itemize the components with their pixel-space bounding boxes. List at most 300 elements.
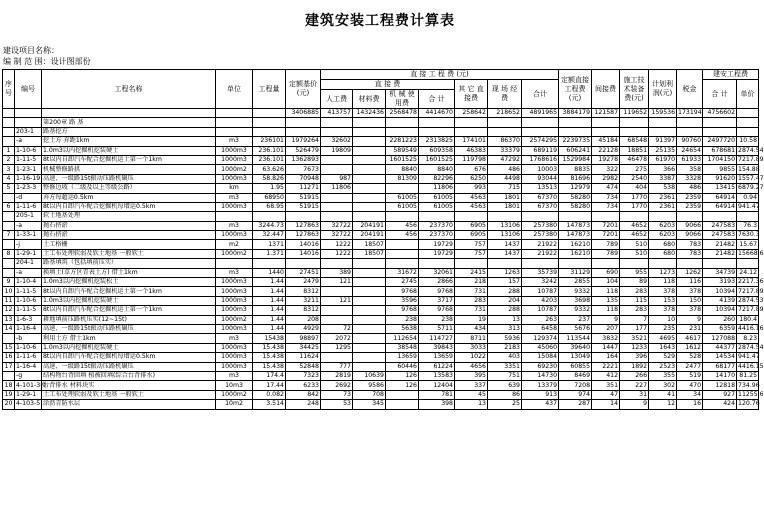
table-cell: 2281223 bbox=[386, 137, 419, 146]
table-cell bbox=[649, 118, 677, 127]
table-cell: 204191 bbox=[353, 221, 386, 230]
table-cell: 抛石挤淤 bbox=[42, 221, 216, 230]
table-cell: 8t以内自卸汽车配合挖掘机每增运0.5km bbox=[42, 353, 216, 362]
table-cell bbox=[703, 127, 737, 136]
table-cell: 389 bbox=[321, 268, 353, 277]
table-cell: 366 bbox=[649, 165, 677, 174]
table-cell bbox=[592, 127, 620, 136]
table-cell bbox=[3, 240, 15, 249]
table-cell: 456 bbox=[386, 231, 419, 240]
header-direct-cost: 直 接 费 bbox=[321, 80, 455, 90]
table-cell bbox=[649, 127, 677, 136]
table-cell: 218 bbox=[455, 278, 488, 287]
table-cell: 47 bbox=[592, 390, 620, 399]
table-cell: 11 bbox=[3, 296, 15, 305]
table-cell: 589549 bbox=[386, 146, 419, 155]
header-total: 合计 bbox=[522, 80, 559, 109]
table-cell: 挖土方 弃距1km bbox=[42, 137, 216, 146]
header-quota-base: 定额基价(元) bbox=[286, 70, 321, 109]
table-cell bbox=[42, 109, 216, 118]
table-cell: 15668.6 bbox=[738, 250, 764, 258]
table-cell: 11806 bbox=[419, 184, 455, 193]
table-cell: 842 bbox=[286, 390, 321, 399]
table-cell: 606241 bbox=[559, 146, 592, 155]
table-cell: 680 bbox=[649, 240, 677, 249]
table-cell: 4756602 bbox=[703, 109, 737, 118]
table-cell: 路基挖方 bbox=[42, 127, 216, 136]
table-cell: 10m2 bbox=[216, 400, 253, 409]
table-cell: 1447 bbox=[592, 343, 620, 352]
table-row bbox=[3, 240, 759, 249]
table-cell: 238 bbox=[419, 315, 455, 324]
table-cell: 519 bbox=[677, 371, 703, 380]
table-cell: 1000m2 bbox=[216, 249, 253, 258]
table-cell: 15084 bbox=[522, 353, 559, 362]
table-cell bbox=[353, 193, 386, 202]
table-cell: 86370 bbox=[488, 137, 522, 146]
table-cell: 39843 bbox=[419, 343, 455, 352]
table-cell: 147873 bbox=[559, 231, 592, 240]
table-cell: 19 bbox=[455, 315, 488, 324]
table-cell: 157 bbox=[488, 278, 522, 287]
table-cell: 126 bbox=[386, 371, 419, 380]
table-row bbox=[3, 174, 759, 183]
table-cell: 689119 bbox=[522, 146, 559, 155]
table-cell: 378 bbox=[649, 306, 677, 315]
table-cell: 538 bbox=[649, 184, 677, 193]
table-cell: 11255.6 bbox=[738, 390, 764, 398]
table-cell: 14016 bbox=[286, 249, 321, 258]
table-cell: 164 bbox=[592, 353, 620, 362]
table-cell: 1 bbox=[3, 146, 15, 155]
header-tech-equip: 施工技术装备费(元) bbox=[620, 70, 649, 109]
table-cell: 8469 bbox=[559, 371, 592, 380]
table-cell: 3717 bbox=[419, 296, 455, 305]
table-cell: 7 bbox=[3, 231, 15, 240]
table-row bbox=[3, 315, 759, 324]
table-cell: 45184 bbox=[592, 137, 620, 146]
table-cell: 3387 bbox=[649, 174, 677, 183]
table-cell bbox=[3, 212, 15, 221]
table-cell: 9 bbox=[677, 315, 703, 324]
header-unit: 单位 bbox=[216, 70, 253, 109]
table-cell bbox=[353, 353, 386, 362]
table-cell: 927 bbox=[703, 390, 737, 399]
table-cell: 2477 bbox=[677, 362, 703, 371]
table-cell bbox=[386, 240, 419, 249]
table-cell bbox=[216, 259, 253, 268]
table-cell bbox=[353, 118, 386, 127]
table-cell: 44377 bbox=[703, 343, 737, 352]
table-cell: 337 bbox=[455, 381, 488, 390]
table-cell: 8840 bbox=[419, 165, 455, 174]
table-cell: 4139 bbox=[703, 296, 737, 305]
table-cell: 41 bbox=[649, 390, 677, 399]
table-cell: 987 bbox=[321, 174, 353, 183]
table-cell: 35739 bbox=[522, 268, 559, 277]
table-cell: 67370 bbox=[522, 193, 559, 202]
table-cell: 27451 bbox=[286, 268, 321, 277]
table-cell: 355 bbox=[649, 371, 677, 380]
table-cell: -a bbox=[15, 137, 42, 146]
table-cell: 127863 bbox=[286, 221, 321, 230]
table-cell: 1-16-19 bbox=[16, 174, 41, 182]
table-cell: 236101 bbox=[253, 137, 286, 146]
table-cell: 2866 bbox=[419, 278, 455, 287]
table-cell: 32.447 bbox=[253, 231, 286, 240]
table-cell: 9768 bbox=[419, 306, 455, 315]
table-cell: 19729 bbox=[419, 249, 455, 258]
table-cell: 2568478 bbox=[386, 109, 419, 118]
table-row bbox=[3, 212, 759, 221]
header-planned-profit: 计划利润(元) bbox=[649, 70, 677, 109]
table-cell: 39640 bbox=[559, 343, 592, 352]
table-cell: 609358 bbox=[419, 146, 455, 155]
table-cell: 13659 bbox=[419, 353, 455, 362]
table-cell: 耕地填前压路机压实(12~15t) bbox=[42, 315, 216, 324]
page-title: 建筑安装工程费计算表 bbox=[305, 13, 455, 29]
table-cell bbox=[353, 146, 386, 155]
table-cell: m3 bbox=[216, 334, 253, 343]
table-cell: 4563 bbox=[455, 193, 488, 202]
table-cell: 4891965 bbox=[522, 109, 559, 118]
table-cell: 2221 bbox=[592, 362, 620, 371]
table-cell: 69230 bbox=[522, 362, 559, 371]
table-cell: 21922 bbox=[522, 249, 559, 258]
table-cell: 2183 bbox=[488, 343, 522, 352]
table-cell: 16 bbox=[3, 353, 15, 362]
table-cell bbox=[216, 118, 253, 127]
table-row bbox=[3, 165, 759, 174]
table-cell bbox=[353, 184, 386, 193]
table-cell: 119652 bbox=[620, 109, 649, 118]
table-cell: 114727 bbox=[419, 334, 455, 343]
table-cell: 67370 bbox=[522, 202, 559, 211]
table-cell: 22128 bbox=[592, 146, 620, 155]
table-cell bbox=[386, 400, 419, 409]
table-cell: m2 bbox=[216, 240, 253, 249]
table-cell: 3244.73 bbox=[253, 221, 286, 230]
table-cell: 1000m2 bbox=[216, 315, 253, 324]
table-cell: 46383 bbox=[455, 146, 488, 155]
table-cell: 1-23-3 bbox=[15, 184, 42, 193]
table-cell bbox=[321, 259, 353, 268]
table-cell: 13106 bbox=[488, 221, 522, 230]
table-cell: m3 bbox=[216, 137, 253, 146]
table-row bbox=[3, 324, 759, 333]
table-cell: 98897 bbox=[286, 334, 321, 343]
table-cell: 127863 bbox=[286, 231, 321, 240]
table-cell: 21922 bbox=[522, 240, 559, 249]
table-cell: 路基填筑（包括填前压实） bbox=[42, 259, 216, 268]
header-build-total: 合 计 bbox=[703, 80, 737, 109]
scope-label: 编 制 范 围：设计图部份 bbox=[3, 57, 91, 66]
table-body bbox=[3, 109, 764, 410]
table-cell: 1-11-5 bbox=[15, 306, 42, 315]
table-cell bbox=[386, 184, 419, 193]
table-cell: 32602 bbox=[321, 137, 353, 146]
table-cell: 25135 bbox=[649, 146, 677, 155]
table-cell: 8711 bbox=[455, 334, 488, 343]
table-cell: 2361 bbox=[649, 193, 677, 202]
table-cell: 2523 bbox=[649, 362, 677, 371]
table-row bbox=[3, 109, 759, 118]
table-cell: 783 bbox=[677, 249, 703, 258]
header-tax: 税金 bbox=[677, 70, 703, 109]
table-cell bbox=[15, 118, 42, 127]
table-cell bbox=[592, 259, 620, 268]
table-cell: 1.44 bbox=[253, 278, 286, 287]
table-cell: 112654 bbox=[386, 334, 419, 343]
table-cell: 1.44 bbox=[253, 306, 286, 315]
table-cell: 154.88 bbox=[738, 165, 760, 173]
table-cell: 1-10-6 bbox=[15, 296, 42, 305]
table-cell: 64914 bbox=[703, 202, 737, 211]
table-cell: 高速、一级路15t振动压路机碾压 bbox=[42, 324, 216, 333]
table-cell: 8835 bbox=[559, 165, 592, 174]
table-cell: 台背排水 材料块实 bbox=[42, 381, 216, 390]
table-cell bbox=[649, 259, 677, 268]
table-cell: 4416.16 bbox=[738, 325, 764, 333]
table-cell: 11271 bbox=[286, 184, 321, 193]
table-cell: 93044 bbox=[522, 174, 559, 183]
table-cell: 10 bbox=[3, 287, 15, 296]
table-cell: 1770 bbox=[620, 193, 649, 202]
table-cell: 1-29-1 bbox=[15, 249, 42, 258]
table-cell bbox=[620, 127, 649, 136]
table-cell: 3328 bbox=[677, 174, 703, 183]
table-cell: 1-29-1 bbox=[15, 390, 42, 399]
table-cell: 127088 bbox=[703, 334, 737, 343]
table-cell bbox=[321, 127, 353, 136]
table-cell bbox=[3, 127, 15, 136]
table-cell: 13415 bbox=[703, 184, 737, 193]
table-cell: 121 bbox=[321, 278, 353, 287]
table-cell: 61005 bbox=[386, 202, 419, 211]
table-cell: 10787 bbox=[522, 306, 559, 315]
table-cell: 10.58 bbox=[737, 137, 759, 146]
table-cell bbox=[488, 118, 522, 127]
table-cell: 231 bbox=[677, 324, 703, 333]
table-cell: 18851 bbox=[620, 146, 649, 155]
table-cell: m3 bbox=[216, 268, 253, 277]
header-seq: 序号 bbox=[3, 70, 15, 109]
table-cell: 1437 bbox=[488, 249, 522, 258]
table-cell: 322 bbox=[592, 165, 620, 174]
table-cell: 8t以内自卸汽车配合挖掘机运土第一个1km bbox=[42, 155, 216, 164]
table-cell: 1.0m3以内挖掘机挖装硬土 bbox=[42, 296, 216, 305]
table-cell: 61933 bbox=[677, 155, 703, 164]
table-cell: 1612 bbox=[677, 343, 703, 352]
table-cell: 1440 bbox=[253, 268, 286, 277]
table-cell bbox=[321, 193, 353, 202]
table-cell: 5676 bbox=[559, 324, 592, 333]
table-cell bbox=[3, 221, 15, 230]
table-cell: 474 bbox=[592, 184, 620, 193]
table-cell: 9855 bbox=[703, 165, 737, 174]
table-cell: 731 bbox=[455, 287, 488, 296]
table-cell: 16 bbox=[677, 400, 703, 409]
table-cell: 529 bbox=[649, 353, 677, 362]
table-cell: 3698 bbox=[559, 296, 592, 305]
table-cell: 73 bbox=[321, 390, 353, 399]
table-cell: 237370 bbox=[419, 221, 455, 230]
table-cell: 413757 bbox=[321, 109, 353, 118]
table-cell: 104 bbox=[592, 278, 620, 287]
table-cell: 2874.53 bbox=[738, 297, 764, 304]
table-cell: m3 bbox=[216, 221, 253, 230]
table-cell: 1.0m3以内挖掘机挖装松土 bbox=[42, 278, 216, 287]
table-cell: 129374 bbox=[522, 334, 559, 343]
table-cell: 12818 bbox=[703, 381, 737, 390]
table-cell: 510 bbox=[620, 249, 649, 258]
table-row bbox=[3, 287, 759, 296]
table-cell bbox=[455, 127, 488, 136]
table-cell: 1000m3 bbox=[216, 287, 253, 296]
table-cell: 6359 bbox=[703, 324, 737, 333]
table-cell: 135 bbox=[592, 296, 620, 305]
table-cell: 8312 bbox=[286, 306, 321, 315]
table-cell: 1000m3 bbox=[216, 278, 253, 287]
table-cell bbox=[703, 259, 737, 268]
table-cell: 4-101-3换 bbox=[16, 381, 47, 389]
table-cell: 8t以内自卸汽车配合挖掘机每增运0.5km bbox=[42, 202, 216, 211]
table-cell: -b bbox=[15, 334, 42, 343]
table-cell: 18507 bbox=[353, 249, 386, 258]
table-cell: 6203 bbox=[649, 231, 677, 240]
table-cell: 8 bbox=[3, 249, 15, 258]
table-cell: 204191 bbox=[353, 231, 386, 240]
table-row bbox=[3, 362, 759, 371]
table-cell: 4656 bbox=[455, 362, 488, 371]
table-cell: 275 bbox=[620, 165, 649, 174]
table-cell: 13583 bbox=[419, 371, 455, 380]
table-cell: 14016 bbox=[286, 240, 321, 249]
table-cell: 9066 bbox=[677, 231, 703, 240]
table-cell: 2359 bbox=[677, 193, 703, 202]
table-cell bbox=[488, 127, 522, 136]
table-cell bbox=[737, 109, 759, 118]
table-cell: 土工格栅 bbox=[42, 240, 216, 249]
table-cell: 8312 bbox=[286, 287, 321, 296]
table-cell: 378 bbox=[677, 287, 703, 296]
table-cell: 1000m3 bbox=[216, 362, 253, 371]
table-cell bbox=[559, 127, 592, 136]
table-cell: 70948 bbox=[286, 174, 321, 183]
table-cell bbox=[286, 118, 321, 127]
table-cell: 412 bbox=[592, 371, 620, 380]
table-cell: 9066 bbox=[677, 221, 703, 230]
table-cell: 708 bbox=[353, 390, 386, 399]
table-cell: 10 bbox=[649, 315, 677, 324]
table-cell bbox=[522, 212, 559, 221]
header-build-unit-price: 单价 bbox=[737, 80, 759, 109]
table-cell: 15.67 bbox=[737, 240, 759, 249]
table-cell: 4416.15 bbox=[738, 362, 764, 370]
table-cell: 81.25 bbox=[737, 371, 759, 380]
table-cell: 757 bbox=[455, 240, 488, 249]
table-cell: 4203 bbox=[522, 296, 559, 305]
table-cell bbox=[353, 278, 386, 287]
table-cell: 2874.54 bbox=[738, 343, 764, 351]
table-cell: 1-11-6 bbox=[15, 353, 42, 362]
table-cell bbox=[559, 259, 592, 268]
table-cell: 236.101 bbox=[253, 155, 286, 164]
table-cell: 247583 bbox=[703, 231, 737, 240]
table-cell: 34425 bbox=[286, 343, 321, 352]
table-row bbox=[3, 118, 759, 127]
table-cell: 21482 bbox=[703, 240, 737, 249]
table-cell: 91397 bbox=[649, 137, 677, 146]
table-cell bbox=[253, 118, 286, 127]
table-cell bbox=[703, 118, 737, 127]
table-cell: 8t以内自卸汽车配合挖掘机运土第一个1km bbox=[42, 287, 216, 296]
table-cell: 204-1 bbox=[15, 259, 42, 268]
table-cell: 235 bbox=[649, 324, 677, 333]
table-cell bbox=[386, 127, 419, 136]
table-cell: 2497720 bbox=[703, 137, 737, 146]
table-row bbox=[3, 155, 759, 164]
table-cell bbox=[559, 118, 592, 127]
table-cell: 24654 bbox=[677, 146, 703, 155]
table-cell: 90760 bbox=[677, 137, 703, 146]
table-cell: 731 bbox=[455, 306, 488, 315]
table-cell: 1000m3 bbox=[216, 296, 253, 305]
table-cell: 1-11-5 bbox=[15, 155, 42, 164]
table-cell: 32722 bbox=[321, 231, 353, 240]
table-cell: 237370 bbox=[419, 231, 455, 240]
table-cell: 437 bbox=[522, 400, 559, 409]
table-cell: 789 bbox=[592, 249, 620, 258]
header-code: 编号 bbox=[15, 70, 42, 109]
table-cell bbox=[353, 268, 386, 277]
header-machine: 机 械 使用费 bbox=[386, 90, 419, 109]
table-cell: 12979 bbox=[559, 184, 592, 193]
table-cell: 6233 bbox=[286, 381, 321, 390]
table-cell: 2479 bbox=[286, 278, 321, 287]
table-cell bbox=[353, 202, 386, 211]
table-cell: 781 bbox=[419, 390, 455, 399]
table-cell: 204 bbox=[488, 296, 522, 305]
table-cell bbox=[522, 259, 559, 268]
table-cell: 1437 bbox=[488, 240, 522, 249]
table-cell: 18 bbox=[3, 381, 15, 390]
table-cell: 345 bbox=[353, 400, 386, 409]
table-cell bbox=[620, 259, 649, 268]
table-row bbox=[3, 137, 759, 146]
table-cell bbox=[321, 165, 353, 174]
table-cell: 5711 bbox=[419, 324, 455, 333]
table-cell bbox=[3, 118, 15, 127]
table-cell: 2313825 bbox=[419, 137, 455, 146]
table-cell: 177 bbox=[620, 324, 649, 333]
table-cell: 1-23-1 bbox=[15, 165, 42, 174]
table-cell bbox=[592, 118, 620, 127]
table-cell: 7201 bbox=[592, 231, 620, 240]
table-cell bbox=[286, 212, 321, 221]
table-cell bbox=[649, 212, 677, 221]
table-cell: 174101 bbox=[455, 137, 488, 146]
table-cell: 8t以内自卸汽车配合挖掘机运土第一个1km bbox=[42, 306, 216, 315]
table-cell: 263 bbox=[522, 315, 559, 324]
table-cell: 81696 bbox=[559, 174, 592, 183]
table-cell: 783 bbox=[677, 240, 703, 249]
table-cell: 526479 bbox=[286, 146, 321, 155]
table-cell: 1273 bbox=[649, 268, 677, 277]
table-cell bbox=[353, 287, 386, 296]
table-cell: 3832 bbox=[592, 334, 620, 343]
table-cell bbox=[620, 212, 649, 221]
